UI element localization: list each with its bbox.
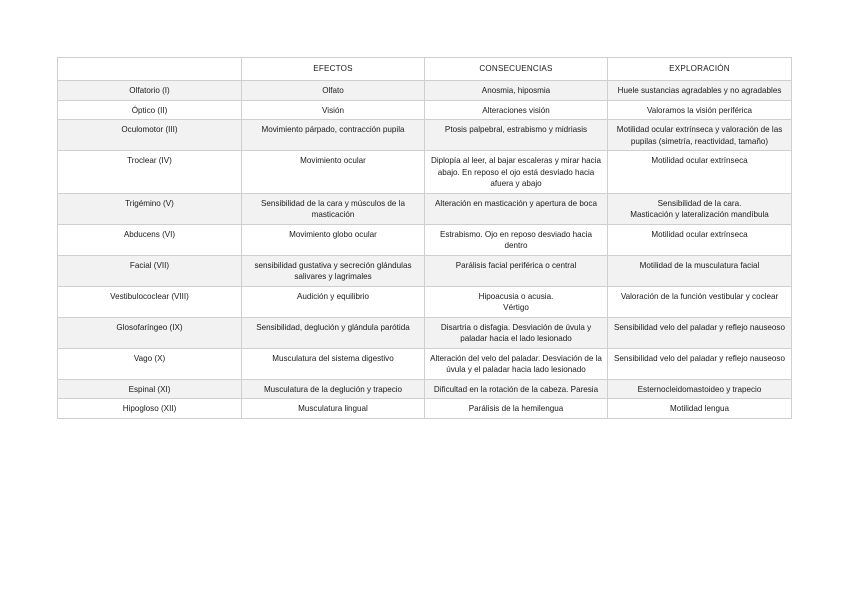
- exploracion-cell: Sensibilidad velo del paladar y reflejo nauseoso: [608, 317, 792, 348]
- exploracion-cell: Motilidad de la musculatura facial: [608, 255, 792, 286]
- table-row: [58, 399, 792, 419]
- exploracion-cell: Sensibilidad de la cara. Masticación y lateralización mandíbula: [608, 193, 792, 224]
- consecuencias-cell: Dificultad en la rotación de la cabeza. Paresia: [425, 379, 608, 399]
- nerve-name-cell: Troclear (IV): [58, 151, 242, 194]
- exploracion-cell: Valoramos la visión periférica: [608, 100, 792, 120]
- header-cell-efectos: EFECTOS: [242, 58, 425, 81]
- efectos-cell: Movimiento párpado, contracción pupila: [242, 120, 425, 151]
- nerve-name-cell: Vestibulococlear (VIII): [58, 286, 242, 317]
- exploracion-cell: Motilidad ocular extrínseca: [608, 224, 792, 255]
- efectos-cell: Musculatura de la deglución y trapecio: [242, 379, 425, 399]
- efectos-cell: Sensibilidad de la cara y músculos de la masticación: [242, 193, 425, 224]
- exploracion-cell: Sensibilidad velo del paladar y reflejo nauseoso: [608, 348, 792, 379]
- table-row: [58, 81, 792, 101]
- table-header: [58, 58, 792, 81]
- header-cell-exploracion: EXPLORACIÓN: [608, 58, 792, 81]
- nerve-name-cell: Olfatorio (I): [58, 81, 242, 101]
- exploracion-cell: Huele sustancias agradables y no agradables: [608, 81, 792, 101]
- consecuencias-cell: Alteración en masticación y apertura de boca: [425, 193, 608, 224]
- table-row: [58, 348, 792, 379]
- nerve-name-cell: Trigémino (V): [58, 193, 242, 224]
- consecuencias-cell: Estrabismo. Ojo en reposo desviado hacia dentro: [425, 224, 608, 255]
- table-row: [58, 255, 792, 286]
- consecuencias-cell: Ptosis palpebral, estrabismo y midriasis: [425, 120, 608, 151]
- efectos-cell: Sensibilidad, deglución y glándula parótida: [242, 317, 425, 348]
- exploracion-cell: Motilidad ocular extrínseca y valoración de las pupilas (simetría, reactividad, tamaño): [608, 120, 792, 151]
- nerve-name-cell: Facial (VII): [58, 255, 242, 286]
- table-row: [58, 193, 792, 224]
- header-row: [58, 58, 792, 81]
- consecuencias-cell: Alteración del velo del paladar. Desviación de la úvula y el paladar hacia lado lesionado: [425, 348, 608, 379]
- consecuencias-cell: Hipoacusia o acusia. Vértigo: [425, 286, 608, 317]
- efectos-cell: Musculatura lingual: [242, 399, 425, 419]
- table-row: [58, 317, 792, 348]
- table-row: [58, 379, 792, 399]
- efectos-cell: Visión: [242, 100, 425, 120]
- table-row: [58, 100, 792, 120]
- nerve-name-cell: Abducens (VI): [58, 224, 242, 255]
- table-row: [58, 286, 792, 317]
- exploracion-cell: Motilidad ocular extrínseca: [608, 151, 792, 194]
- nerve-name-cell: Espinal (XI): [58, 379, 242, 399]
- cranial-nerves-table: [57, 57, 792, 419]
- consecuencias-cell: Parálisis de la hemilengua: [425, 399, 608, 419]
- header-cell-nerve: [58, 58, 242, 81]
- efectos-cell: sensibilidad gustativa y secreción glándulas salivares y lagrimales: [242, 255, 425, 286]
- nerve-name-cell: Oculomotor (III): [58, 120, 242, 151]
- consecuencias-cell: Alteraciones visión: [425, 100, 608, 120]
- efectos-cell: Audición y equilibrio: [242, 286, 425, 317]
- consecuencias-cell: Diplopía al leer, al bajar escaleras y mirar hacia abajo. En reposo el ojo está desviado hacia afuera y abajo: [425, 151, 608, 194]
- table-row: [58, 224, 792, 255]
- exploracion-cell: Valoración de la función vestibular y coclear: [608, 286, 792, 317]
- consecuencias-cell: Anosmia, hiposmia: [425, 81, 608, 101]
- exploracion-cell: Esternocleidomastoideo y trapecio: [608, 379, 792, 399]
- exploracion-cell: Motilidad lengua: [608, 399, 792, 419]
- efectos-cell: Musculatura del sistema digestivo: [242, 348, 425, 379]
- nerve-name-cell: Glosofaríngeo (IX): [58, 317, 242, 348]
- nerve-name-cell: Vago (X): [58, 348, 242, 379]
- efectos-cell: Olfato: [242, 81, 425, 101]
- table-body: [58, 81, 792, 419]
- efectos-cell: Movimiento globo ocular: [242, 224, 425, 255]
- consecuencias-cell: Disartria o disfagia. Desviación de úvula y paladar hacia el lado lesionado: [425, 317, 608, 348]
- table-row: [58, 120, 792, 151]
- table-row: [58, 151, 792, 194]
- nerve-name-cell: Hipogloso (XII): [58, 399, 242, 419]
- efectos-cell: Movimiento ocular: [242, 151, 425, 194]
- nerve-name-cell: Óptico (II): [58, 100, 242, 120]
- consecuencias-cell: Parálisis facial periférica o central: [425, 255, 608, 286]
- header-cell-consecuencias: CONSECUENCIAS: [425, 58, 608, 81]
